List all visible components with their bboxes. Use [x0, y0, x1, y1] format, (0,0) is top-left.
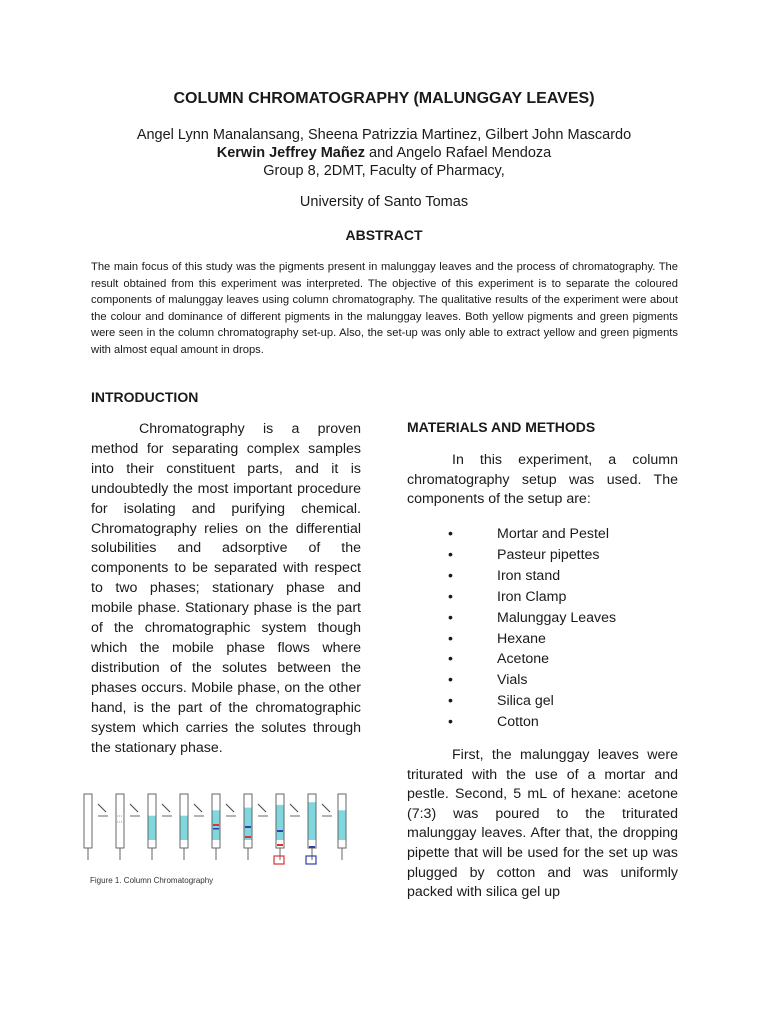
author-highlighted: Kerwin Jeffrey Mañez — [216, 145, 366, 161]
author-line-2 — [0, 144, 768, 162]
bullet-icon: • — [448, 546, 453, 563]
list-item — [448, 566, 616, 587]
silica-packing — [181, 816, 188, 840]
materials-list — [448, 524, 616, 733]
materials-intro — [407, 451, 678, 510]
material-item-text: Pasteur pipettes — [497, 546, 600, 563]
affiliation-line: Group 8, 2DMT, Faculty of Pharmacy, — [263, 163, 505, 179]
list-item — [448, 608, 616, 629]
silica-packing — [339, 810, 346, 840]
band-blue — [245, 826, 251, 828]
list-item — [448, 545, 616, 566]
bullet-icon: • — [448, 693, 453, 710]
material-item-text: Acetone — [497, 651, 550, 668]
bullet-icon: • — [448, 651, 453, 668]
band-blue — [309, 846, 315, 848]
university-name: University of Santo Tomas — [299, 194, 469, 210]
author-line-1: Angel Lynn Manalansang, Sheena Patrizzia Martinez, Gilbert John Mascardo — [136, 127, 632, 143]
pour-arrow — [290, 804, 298, 812]
materials-intro-paragraph: In this experiment, a column chromatography setup was used. The components of the setup are: — [407, 452, 678, 507]
column-tube — [84, 794, 92, 848]
list-item — [448, 712, 616, 733]
abstract-heading: ABSTRACT — [345, 227, 423, 243]
materials-heading: MATERIALS AND METHODS — [407, 419, 596, 435]
pour-arrow — [322, 804, 330, 812]
introduction-body — [91, 420, 361, 758]
bullet-icon: • — [448, 567, 453, 584]
figure-column-chromatography — [80, 786, 358, 866]
pour-arrow — [258, 804, 266, 812]
material-item-text: Iron Clamp — [497, 588, 567, 605]
bullet-icon: • — [448, 609, 453, 626]
methods-body — [407, 746, 678, 903]
silica-packing — [245, 808, 252, 840]
pour-arrow — [130, 804, 138, 812]
list-item — [448, 691, 616, 712]
figure-caption: Figure 1. Column Chromatography — [90, 876, 214, 885]
collection-vial — [274, 856, 284, 864]
pour-arrow — [194, 804, 202, 812]
list-item — [448, 629, 616, 650]
pour-arrow — [162, 804, 170, 812]
bullet-icon: • — [448, 526, 453, 542]
band-red — [245, 836, 251, 838]
band-red — [277, 844, 283, 846]
collection-vial — [306, 856, 316, 864]
column-chromatography-diagram-icon — [80, 786, 358, 866]
material-item-text: Cotton — [497, 714, 539, 731]
author-block — [0, 126, 768, 180]
pour-arrow — [98, 804, 106, 812]
bullet-icon: • — [448, 588, 453, 605]
introduction-paragraph: Chromatography is a proven method for separating complex samples into their constituent parts, and it is undoubtedly the most important procedure for isolating and purifying chemical. Chromatography relies on the differential solubilities and adsorptive of the components to be separated with respect to two phases; stationary phase and mobile phase. Stationary phase is the part of the chromatographic system though which the mobile phase flows where distribution of the solutes between the phases occurs. Mobile phase, on the other hand, is the part of the chromatographic system which carries the solutes through the stationary phase. — [91, 421, 361, 756]
list-item — [448, 670, 616, 691]
band-blue — [213, 828, 219, 830]
list-item — [448, 649, 616, 670]
material-item-text: Silica gel — [497, 693, 554, 710]
material-item-text: Mortar and Pestel — [497, 526, 609, 542]
silica-packing — [149, 816, 156, 840]
bullet-icon: • — [448, 714, 453, 731]
paper-title: COLUMN CHROMATOGRAPHY (MALUNGGAY LEAVES) — [173, 90, 595, 107]
abstract-body: The main focus of this study was the pigments present in malunggay leaves and the process of chromatography. The result obtained from this experiment was interpreted. The objective of this experiment is to separate the coloured components of malunggay leaves using column chromatography. The qualitative results of the experiment were about the colour and dominance of different pigments in the malunggay leaves. Both yellow pigments and green pigments were seen in the column chromatography set-up. Also, the set-up was only able to extract yellow and green pigments with almost equal amount in drops. — [91, 261, 678, 356]
band-blue — [277, 830, 283, 832]
bullet-icon: • — [448, 672, 453, 689]
methods-paragraph: First, the malunggay leaves were triturated with the use of a mortar and pestle. Second, 5 mL of hexane: acetone (7:3) was poured to the triturated malunggay leaves. After that, the dropping pipette that will be used for the set up was plugged by cotton and was uniformly packed with silica gel up — [407, 747, 678, 901]
material-item-text: Iron stand — [497, 567, 561, 584]
material-item-text: Vials — [497, 672, 528, 689]
material-item-text: Hexane — [497, 630, 546, 647]
material-item-text: Malunggay Leaves — [497, 609, 617, 626]
bullet-icon: • — [448, 630, 453, 647]
pour-arrow — [226, 804, 234, 812]
silica-packing — [277, 805, 284, 840]
column-tube — [116, 794, 124, 848]
introduction-heading: INTRODUCTION — [91, 389, 199, 405]
author-line-2-rest: and Angelo Rafael Mendoza — [365, 145, 552, 161]
band-red — [213, 824, 219, 826]
list-item — [448, 524, 616, 545]
list-item — [448, 587, 616, 608]
silica-packing — [309, 802, 316, 840]
